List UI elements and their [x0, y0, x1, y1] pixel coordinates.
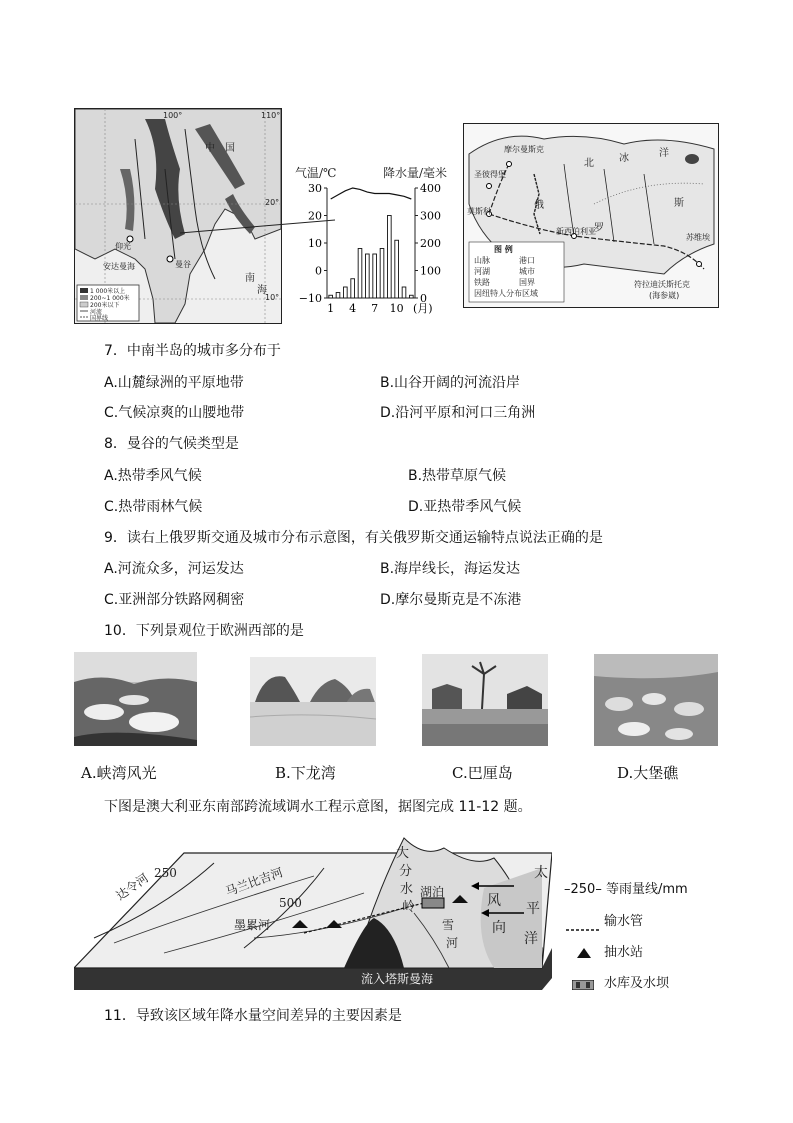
question-10-stem: 10．下列景观位于欧洲西部的是 — [104, 623, 304, 639]
month-tick-label: 7 — [371, 302, 379, 315]
label-murrumbidgee: 马兰比吉河 — [223, 865, 285, 899]
photo-b-halong[interactable] — [250, 657, 376, 746]
legend-border: 国界线 — [90, 315, 109, 322]
precip-bar — [329, 295, 333, 298]
label-bei: 北 — [584, 158, 594, 169]
precip-bar — [351, 279, 355, 298]
legend-200: 200米以下 — [90, 302, 120, 309]
legend-pipeline-icon — [566, 918, 600, 937]
label-zhong: 中 — [205, 143, 215, 154]
photo-b-caption: B.下龙湾 — [275, 764, 336, 782]
q8-option-a[interactable]: A.热带季风气候 — [104, 468, 202, 484]
russia-map — [463, 123, 719, 308]
temp-tick-label: 20 — [308, 209, 322, 223]
label-yang-ocean: 洋 — [524, 931, 538, 947]
photo-a-fjord[interactable] — [74, 652, 197, 746]
q9-option-d[interactable]: D.摩尔曼斯克是不冻港 — [380, 592, 522, 608]
photo-d-barrier-reef[interactable] — [594, 654, 718, 746]
precip-tick-label: 400 — [420, 182, 441, 195]
temp-tick-label: 0 — [315, 264, 322, 278]
precip-bar — [373, 254, 377, 298]
month-unit-label: (月) — [413, 302, 433, 315]
photo-c-bali[interactable] — [422, 654, 548, 746]
label-stpetersburg: 圣彼得堡 — [474, 170, 506, 179]
month-tick-label: 1 — [327, 302, 335, 315]
label-sovetskaya: 苏维埃 — [686, 233, 710, 242]
label-nan: 南 — [245, 273, 255, 284]
label-murmansk: 摩尔曼斯克 — [504, 145, 544, 154]
legend-isohyet: –250– 等雨量线/mm — [564, 882, 688, 897]
legend-200-1000: 200~1 000米 — [90, 295, 130, 302]
question-7-stem: 7．中南半岛的城市多分布于 — [104, 343, 281, 359]
question-8-stem: 8．曼谷的气候类型是 — [104, 436, 239, 452]
photo-c-image — [422, 654, 548, 746]
lat-label-20: 20° — [265, 198, 280, 207]
lon-label-110: 110° — [261, 111, 281, 120]
q7-option-b[interactable]: B.山谷开阔的河流沿岸 — [380, 375, 521, 391]
legend-mountain: 山脉 — [474, 256, 490, 265]
label-tai: 太 — [534, 865, 548, 881]
legend-pump-icon — [577, 943, 591, 962]
precip-tick-label: 100 — [420, 264, 441, 278]
temp-tick-label: −10 — [298, 292, 322, 305]
label-bing: 冰 — [619, 153, 629, 164]
label-bangkok: 曼谷 — [175, 260, 191, 269]
precip-bar — [380, 249, 384, 299]
label-darling: 达令河 — [113, 870, 152, 903]
label-feng: 风 — [487, 893, 501, 909]
photo-a-image — [74, 652, 197, 746]
intro-11-12: 下图是澳大利亚东南部跨流域调水工程示意图，据图完成 11-12 题。 — [104, 799, 532, 815]
label-xue: 雪 — [442, 918, 455, 932]
label-he: 河 — [446, 936, 459, 950]
precip-bar — [366, 254, 370, 298]
precip-bar — [402, 287, 406, 298]
temp-line — [331, 188, 412, 199]
precip-tick-label: 300 — [420, 209, 441, 223]
month-tick-label: 10 — [389, 302, 404, 315]
q9-option-a[interactable]: A.河流众多，河运发达 — [104, 561, 244, 577]
photo-b-image — [250, 657, 376, 746]
legend-reservoir: 水库及水坝 — [604, 976, 670, 991]
label-yang: 洋 — [659, 148, 669, 159]
label-da: 大 — [396, 846, 410, 861]
legend-city: 城市 — [519, 267, 535, 276]
q9-option-b[interactable]: B.海岸线长，海运发达 — [380, 561, 521, 577]
label-andaman: 安达曼海 — [103, 262, 135, 271]
q8-option-b[interactable]: B.热带草原气候 — [408, 468, 507, 484]
q8-option-c[interactable]: C.热带雨林气候 — [104, 499, 203, 515]
question-9-stem: 9．读右上俄罗斯交通及城市分布示意图，有关俄罗斯交通运输特点说法正确的是 — [104, 530, 603, 546]
label-xiang: 向 — [492, 920, 506, 936]
australia-diagram-drawing — [74, 828, 552, 990]
label-ping: 平 — [526, 901, 540, 917]
legend-border: 国界 — [519, 278, 535, 287]
label-moscow: 莫斯科 — [467, 207, 491, 216]
lat-label-10: 10° — [265, 293, 280, 302]
label-haishenwai: (海参崴) — [649, 291, 680, 300]
temp-tick-label: 30 — [308, 182, 322, 195]
label-lake: 湖泊 — [420, 885, 445, 899]
label-tasman: 流入塔斯曼海 — [361, 972, 434, 986]
label-murray: 墨累河 — [234, 918, 271, 932]
climate-chart-plot — [285, 180, 460, 320]
legend-river-lake: 河湖 — [474, 267, 490, 276]
precip-axis-title: 降水量/毫米 — [383, 166, 448, 180]
label-shui: 水 — [400, 882, 414, 897]
temp-axis-title: 气温/℃ — [295, 166, 337, 180]
label-guo: 国 — [225, 143, 235, 154]
label-yangon: 仰光 — [115, 242, 131, 251]
legend-title: 图 例 — [494, 245, 513, 254]
label-isohyet-250: 250 — [154, 866, 177, 880]
q7-option-d[interactable]: D.沿河平原和河口三角洲 — [380, 405, 536, 421]
precip-bar — [410, 295, 414, 298]
precip-bar — [388, 216, 392, 299]
precip-bar — [395, 240, 399, 298]
australia-diagram — [74, 828, 552, 990]
label-e: 俄 — [534, 200, 544, 211]
label-vladivostok: 符拉迪沃斯托克 — [634, 280, 690, 289]
label-si: 斯 — [674, 198, 684, 209]
precip-bar — [336, 293, 340, 299]
temp-tick-label: 10 — [308, 237, 322, 250]
legend-pipeline: 输水管 — [604, 914, 644, 929]
legend-reservoir-icon — [572, 975, 594, 994]
lon-label-100: 100° — [163, 111, 183, 120]
precip-tick-label: 0 — [420, 292, 427, 305]
label-fen: 分 — [399, 864, 413, 879]
photo-d-image — [594, 654, 718, 746]
legend-inuit: 因纽特人分布区域 — [474, 289, 538, 298]
legend-rail: 铁路 — [474, 278, 490, 287]
precip-bar — [344, 287, 348, 298]
label-hai: 海 — [257, 285, 267, 296]
q7-option-a[interactable]: A.山麓绿洲的平原地带 — [104, 375, 244, 391]
legend-pump: 抽水站 — [604, 945, 644, 960]
label-luo: 罗 — [594, 223, 604, 234]
precip-tick-label: 200 — [420, 237, 441, 250]
photo-d-caption: D.大堡礁 — [617, 764, 679, 782]
label-isohyet-500: 500 — [279, 896, 302, 910]
photo-a-caption: A.峡湾风光 — [81, 764, 157, 782]
question-11-stem: 11．导致该区域年降水量空间差异的主要因素是 — [104, 1008, 402, 1024]
q7-option-c[interactable]: C.气候凉爽的山腰地带 — [104, 405, 245, 421]
month-tick-label: 4 — [349, 302, 357, 315]
label-ling: 岭 — [402, 900, 416, 915]
precip-bar — [358, 249, 362, 299]
climate-chart — [285, 160, 460, 320]
legend-1000: 1 000米以上 — [90, 288, 126, 295]
q9-option-c[interactable]: C.亚洲部分铁路网稠密 — [104, 592, 245, 608]
q8-option-d[interactable]: D.亚热带季风气候 — [408, 499, 522, 515]
label-novosibirsk: 新西伯利亚 — [556, 227, 596, 236]
photo-c-caption: C.巴厘岛 — [452, 764, 513, 782]
legend-river: 河流 — [90, 309, 103, 316]
legend-port: 港口 — [519, 256, 535, 265]
